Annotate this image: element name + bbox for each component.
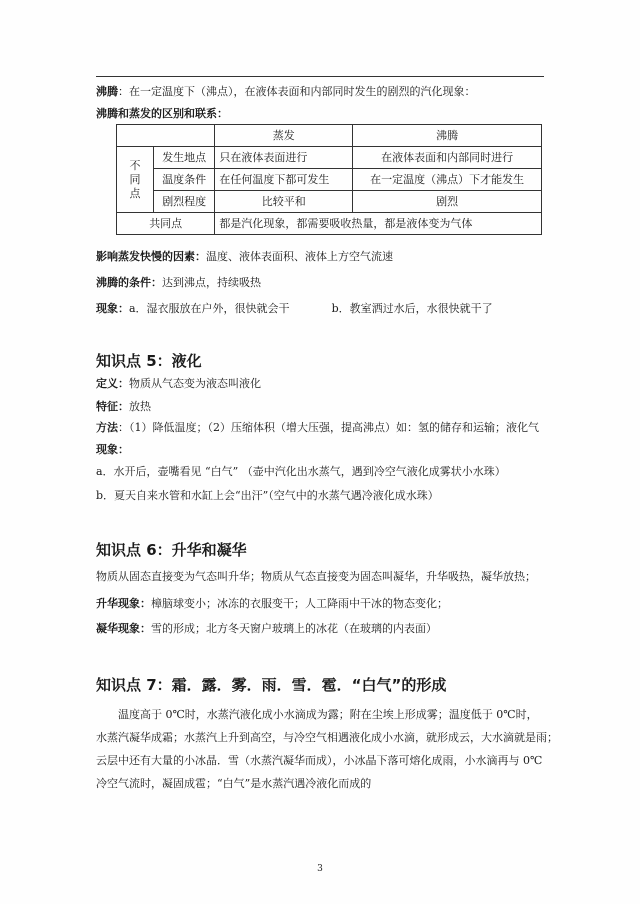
k5-title: 知识点 5：液化: [96, 352, 202, 370]
page-number: 3: [317, 864, 323, 874]
k6-deposition: 凝华现象：雪的形成；北方冬天窗户玻璃上的冰花（在玻璃的内表面）: [96, 622, 437, 635]
diff-title: 沸腾和蒸发的区别和联系：: [96, 107, 228, 120]
k6-title: 知识点 6：升华和凝华: [96, 541, 247, 559]
row-boil: 在一定温度（沸点）下才能发生: [353, 169, 542, 191]
k6-sublimation: 升华现象：樟脑球变小；冰冻的衣服变干；人工降雨中干冰的物态变化；: [96, 597, 448, 610]
boil-condition-line: 沸腾的条件：达到沸点，持续吸热: [96, 276, 261, 289]
row-label: 温度条件: [154, 169, 215, 191]
header-rule: [96, 76, 544, 77]
k5-phen-a: a．水开后，壶嘴看见 “白气” （壶中汽化出水蒸气，遇到冷空气液化成雾状小水珠）: [96, 465, 506, 478]
row-boil: 剧烈: [353, 191, 542, 213]
factors-line: 影响蒸发快慢的因素：温度、液体表面积、液体上方空气流速: [96, 250, 393, 263]
k6-definition: 物质从固态直接变为气态叫升华；物质从气态直接变为固态叫凝华，升华吸热，凝华放热；: [96, 570, 536, 583]
row-evap: 在任何温度下都可发生: [215, 169, 353, 191]
row-label: 剧烈程度: [154, 191, 215, 213]
diff-label-cell: 不 同 点: [117, 147, 154, 213]
k5-phen-term: 现象：: [96, 443, 129, 456]
col-boil: 沸腾: [353, 125, 542, 147]
boiling-term: 沸腾: [96, 85, 118, 98]
k5-method: 方法：（1）降低温度；（2）压缩体积（增大压强，提高沸点）如：氢的储存和运输；液化气: [96, 421, 539, 434]
k7-paragraph: 温度高于 0℃时，水蒸汽液化成小水滴成为露；附在尘埃上形成雾；温度低于 0℃时， 水蒸汽凝华成霜；水蒸汽上升到高空，与冷空气相遇液化成小水滴，就形成云，大水滴就是雨； 云层中还有大量的小冰晶．雪（水蒸汽凝华而成），小冰晶下落可熔化成雨，小水滴再与 0℃ 冷空气流时，凝固成雹；“白气”是水蒸汽遇冷液化而成的: [96, 708, 558, 790]
boiling-definition: [96, 85, 476, 99]
comparison-table: [116, 124, 542, 235]
k5-phen-b: b．夏天自来水管和水缸上会“出汗”（空气中的水蒸气遇冷液化成水珠）: [96, 489, 439, 502]
k7-title: 知识点 7：霜．露．雾．雨．雪．雹．“白气”的形成: [96, 676, 447, 694]
row-evap: 只在液体表面进行: [215, 147, 353, 169]
common-label: 共同点: [117, 213, 215, 235]
row-boil: 在液体表面和内部同时进行: [353, 147, 542, 169]
boiling-def: ：在一定温度下（沸点），在液体表面和内部同时发生的剧烈的汽化现象：: [118, 85, 476, 98]
common-text: 都是汽化现象，都需要吸收热量，都是液体变为气体: [215, 213, 542, 235]
row-evap: 比较平和: [215, 191, 353, 213]
phenomena-line: 现象：a．湿衣服放在户外，很快就会干 b．教室洒过水后，水很快就干了: [96, 302, 493, 315]
k5-feature: 特征：放热: [96, 400, 151, 413]
k5-definition: 定义：物质从气态变为液态叫液化: [96, 377, 261, 390]
row-label: 发生地点: [154, 147, 215, 169]
col-evap: 蒸发: [215, 125, 353, 147]
